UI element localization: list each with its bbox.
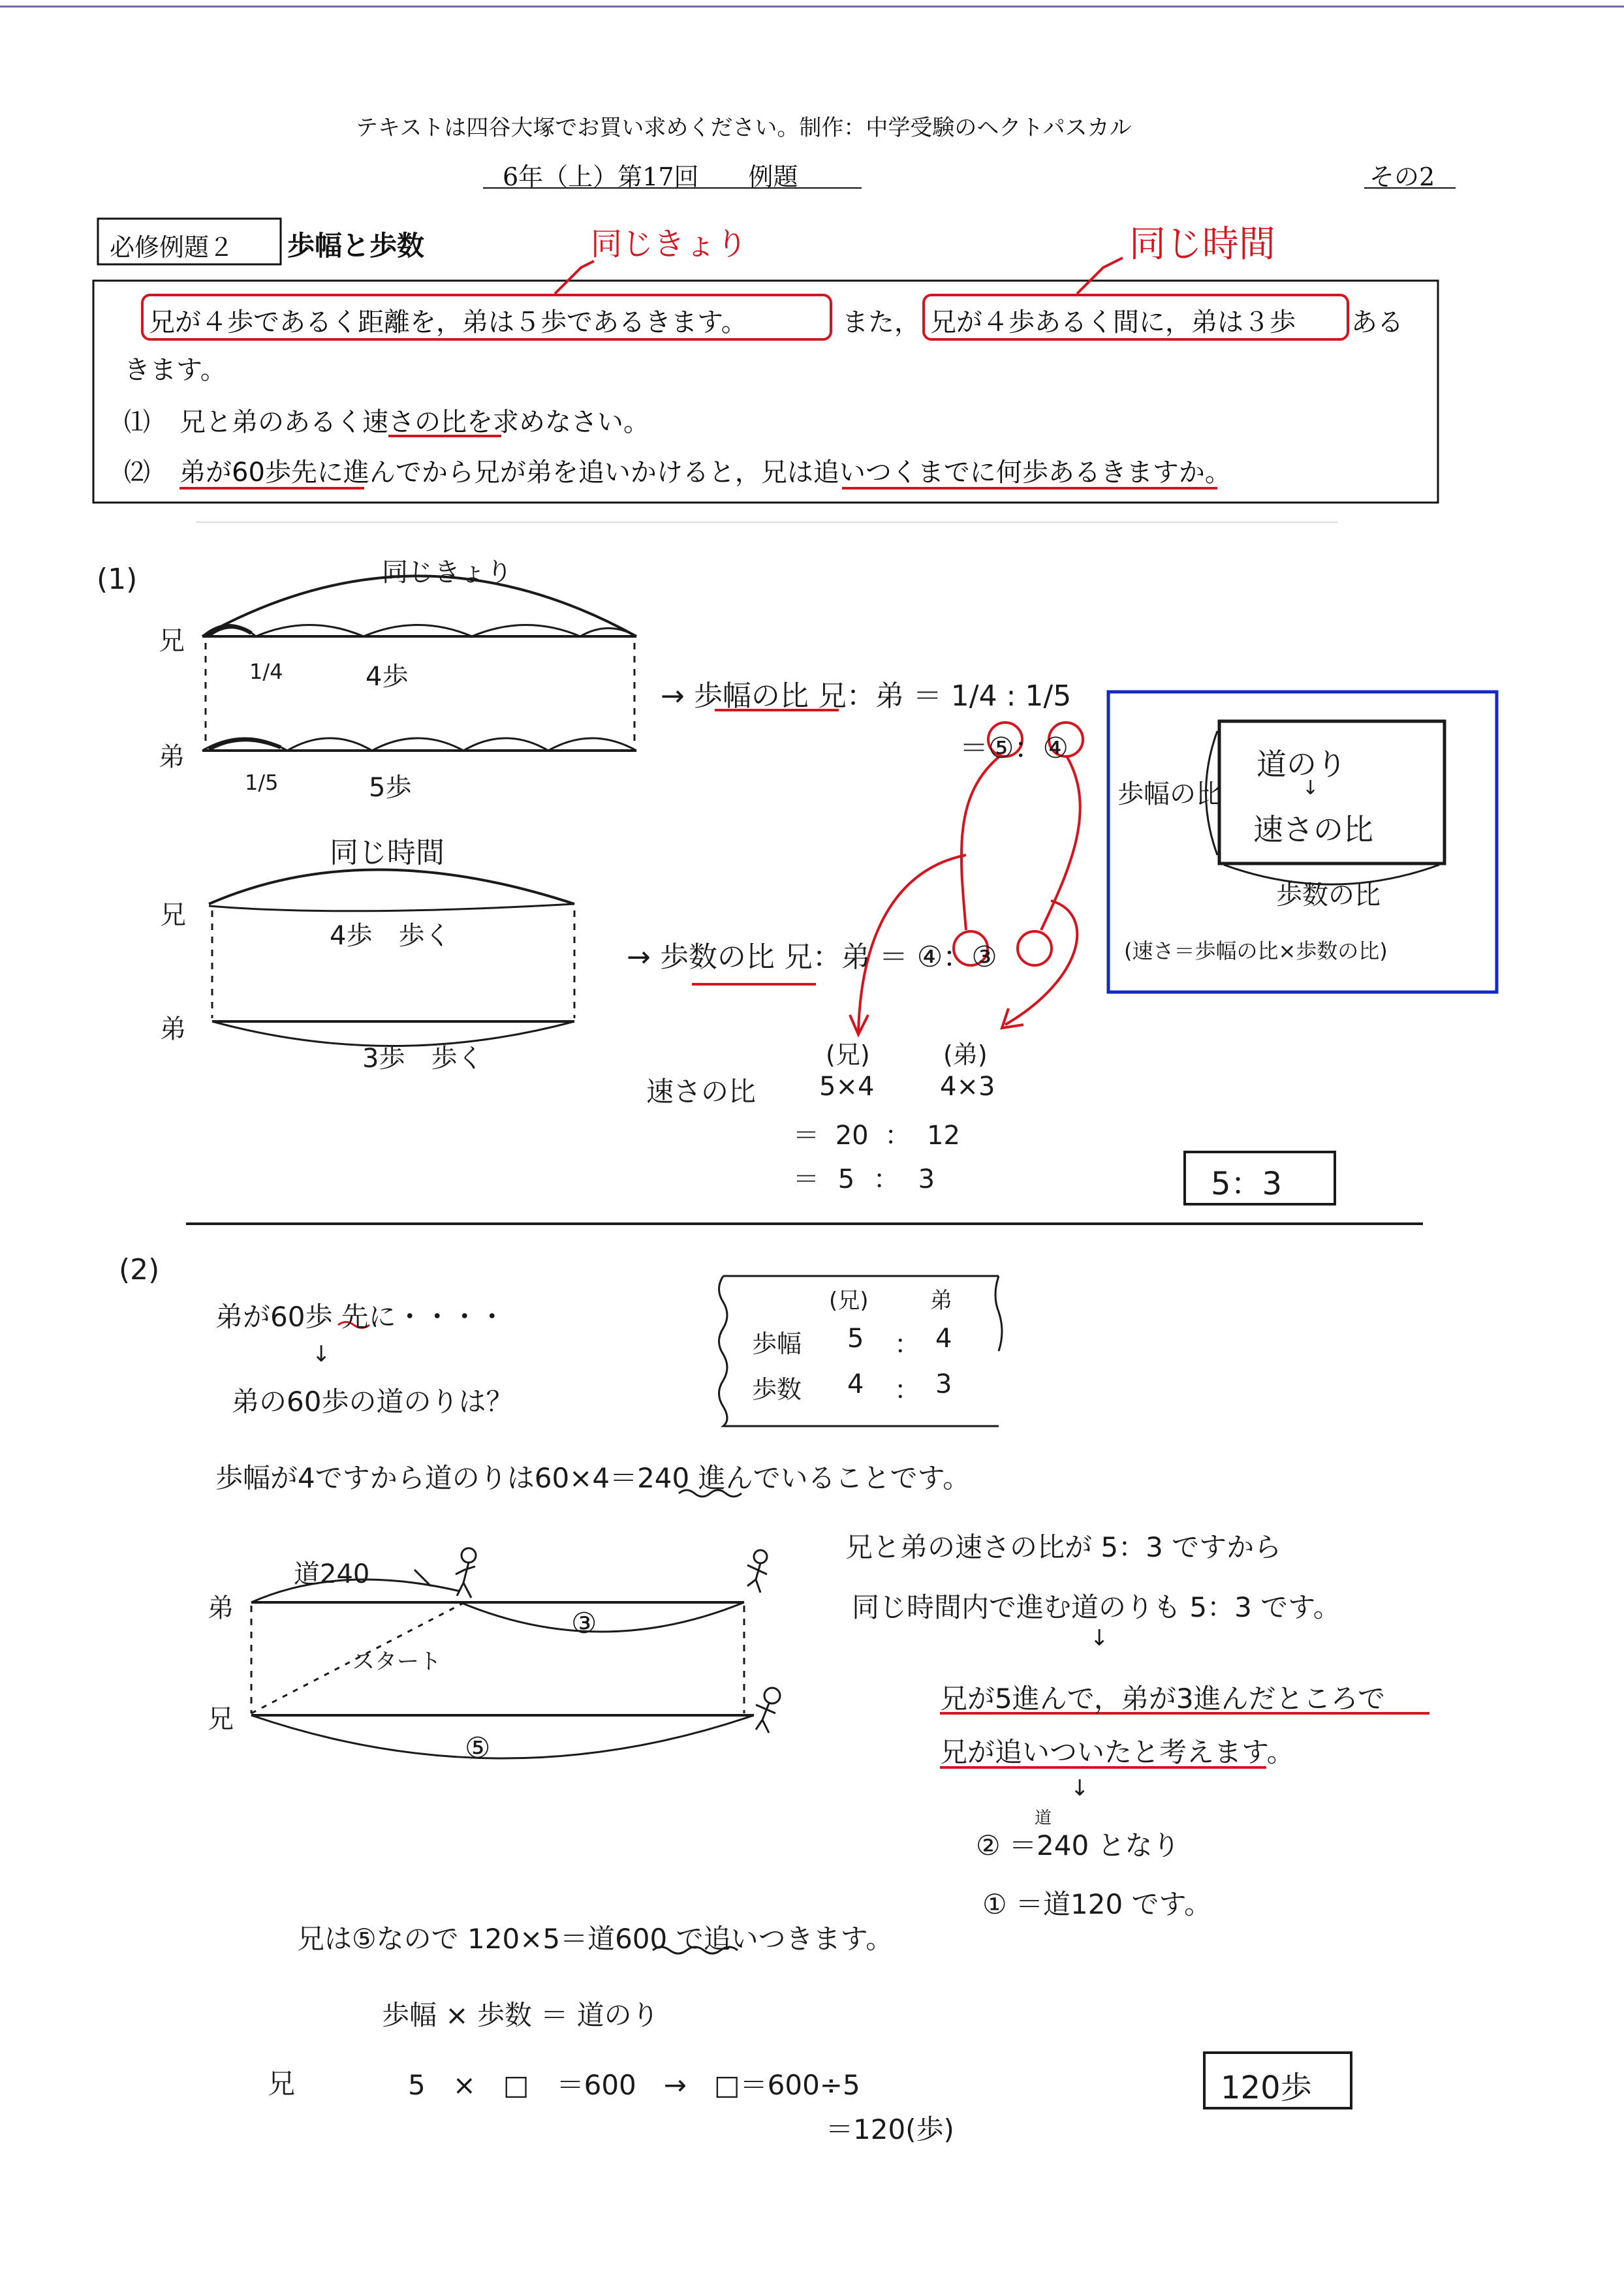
calc-line3: ＝ 5 ： 3 [793, 1164, 935, 1194]
part1-label: (1) [97, 563, 138, 596]
diagram-start-label: スタート [352, 1649, 441, 1675]
red-arrowhead-younger [1002, 1008, 1023, 1028]
formula-result: ＝120(歩) [826, 2113, 954, 2145]
question2-number: ⑵ [124, 458, 150, 488]
right-line5: ② ＝240 となり [976, 1829, 1180, 1861]
five-steps-label: 5歩 [369, 773, 412, 803]
box-arrow: ↓ [1302, 777, 1319, 800]
count-ratio-line: → 歩数の比 兄：弟 ＝ ④：③ [627, 941, 997, 974]
runner-figure-younger-end [747, 1550, 767, 1593]
header-part: その2 [1369, 163, 1435, 191]
answer-2: 120歩 [1221, 2070, 1312, 2106]
annotation-same-time: 同じ時間 [1129, 223, 1275, 266]
table-wavy-right [995, 1276, 1002, 1351]
box-stride: 歩幅の比 [1117, 779, 1222, 809]
question1-text: 兄と弟のあるく速さの比を求めなさい。 [180, 407, 649, 437]
right-line5-mark: 道 [1035, 1809, 1052, 1828]
header-notice: テキストは四谷大塚でお買い求めください。制作：中学受験のヘクトパスカル [356, 115, 1132, 141]
problem-text-part2: 兄が４歩あるく間に，弟は３歩 [930, 307, 1296, 337]
final-sentence: 兄は⑤なので 120×5＝道600 で追いつきます。 [297, 1923, 894, 1955]
red-pointer-time [1077, 258, 1123, 294]
table-row2-older: 4 [847, 1369, 864, 1399]
problem-text-line2: きます。 [124, 355, 226, 385]
head-start-arrow: ↓ [312, 1341, 331, 1367]
col-older: (兄) [826, 1040, 870, 1069]
red-pointer-distance [555, 261, 594, 294]
calc-older: 5×4 [819, 1072, 875, 1102]
walk-four-label: 4歩 歩く [330, 921, 451, 951]
diagram-three: ③ [571, 1607, 597, 1640]
table-row1-older: 5 [847, 1324, 864, 1354]
head-start-line: 弟が60歩 先に・・・・ [215, 1301, 506, 1333]
red-link-5-4 [961, 757, 999, 930]
answer-1: 5：3 [1211, 1166, 1283, 1202]
distance-sentence: 歩幅が4ですから道のりは60×4＝240 進んでいることです。 [215, 1462, 971, 1494]
stride-ratio-result: ＝⑤：④ [960, 732, 1069, 765]
diagram-younger-label: 弟 [208, 1593, 234, 1623]
runner-figure-older [756, 1688, 780, 1733]
calc-younger: 4×3 [940, 1072, 995, 1102]
box-formula: (速さ＝歩幅の比×歩数の比) [1124, 939, 1388, 963]
problem-text-part1: 兄が４歩であるく距離を，弟は５歩であるきます。 [149, 307, 747, 337]
head-start-question: 弟の60歩の道のりは？ [232, 1386, 514, 1418]
question1-number: ⑴ [124, 407, 150, 437]
right-arrow1: ↓ [1090, 1625, 1109, 1651]
formula-line: 歩幅 × 歩数 ＝ 道のり [382, 1999, 659, 2031]
right-line6: ① ＝道120 です。 [982, 1888, 1212, 1920]
header-lesson: 6年（上）第17回 例題 [503, 163, 798, 191]
table-row1-label: 歩幅 [752, 1330, 802, 1358]
table-row1-sep: ： [894, 1330, 920, 1360]
problem-title: 歩幅と歩数 [287, 230, 425, 262]
fraction-fifth: 1/5 [245, 770, 279, 795]
older-label-1: 兄 [159, 626, 185, 656]
table-row1-younger: 4 [935, 1324, 952, 1354]
younger-label-2: 弟 [160, 1014, 186, 1044]
right-line1: 兄と弟の速さの比が 5：3 ですから [845, 1531, 1282, 1563]
younger-label-1: 弟 [159, 742, 185, 772]
right-line2: 同じ時間内で進む道のりも 5：3 です。 [852, 1591, 1341, 1623]
problem-text-also: また， [842, 307, 920, 337]
five-arc [251, 1715, 754, 1758]
question2-text: 弟が60歩先に進んでから兄が弟を追いかけると，兄は追いつくまでに何歩あるきますか。 [180, 458, 1231, 488]
right-line4: 兄が追いついたと考えます。 [940, 1736, 1294, 1768]
table-row2-younger: 3 [935, 1369, 952, 1399]
annotation-same-distance: 同じきょり [591, 226, 748, 262]
same-time-label: 同じ時間 [330, 836, 445, 869]
older-time-line [209, 904, 574, 911]
walk-three-label: 3歩 歩く [362, 1044, 484, 1074]
part2-label: (2) [119, 1253, 160, 1286]
problem-tag: 必修例題２ [110, 233, 234, 262]
table-col-younger: 弟 [930, 1288, 952, 1314]
same-time-arc [209, 870, 574, 905]
table-col-older: (兄) [829, 1288, 869, 1314]
col-younger: (弟) [943, 1040, 988, 1069]
diagram-five: ⑤ [465, 1732, 491, 1765]
calc-line2: ＝ 20 ： 12 [793, 1121, 960, 1151]
diagram-older-label: 兄 [208, 1704, 234, 1734]
right-line3: 兄が5進んで，弟が3進んだところで [940, 1683, 1386, 1715]
three-arc [460, 1602, 744, 1632]
younger-hatched-step [209, 739, 281, 749]
older-label-2: 兄 [160, 900, 186, 930]
diagram-distance-240: 道240 [294, 1559, 370, 1589]
four-steps-label: 4歩 [366, 662, 409, 692]
box-count: 歩数の比 [1276, 880, 1381, 910]
problem-text-aru: ある [1351, 307, 1403, 337]
stride-ratio-line: → 歩幅の比 兄：弟 ＝ 1/4 : 1/5 [661, 679, 1072, 713]
box-speed: 速さの比 [1253, 812, 1373, 847]
same-distance-label: 同じきょり [382, 557, 512, 587]
speed-ratio-label: 速さの比 [646, 1076, 757, 1108]
right-arrow2: ↓ [1070, 1775, 1089, 1801]
fraction-quarter: 1/4 [249, 659, 283, 684]
older-step-arcs [202, 625, 636, 637]
box-distance: 道のり [1257, 747, 1347, 782]
formula-older-label: 兄 [268, 2068, 296, 2100]
table-row2-label: 歩数 [752, 1375, 802, 1404]
red-circle-3 [1018, 931, 1052, 965]
formula-calc: 5 × □ ＝600 → □＝600÷5 [408, 2069, 860, 2101]
table-row2-sep: ： [894, 1375, 920, 1405]
runner-figure-younger-start [456, 1548, 476, 1598]
